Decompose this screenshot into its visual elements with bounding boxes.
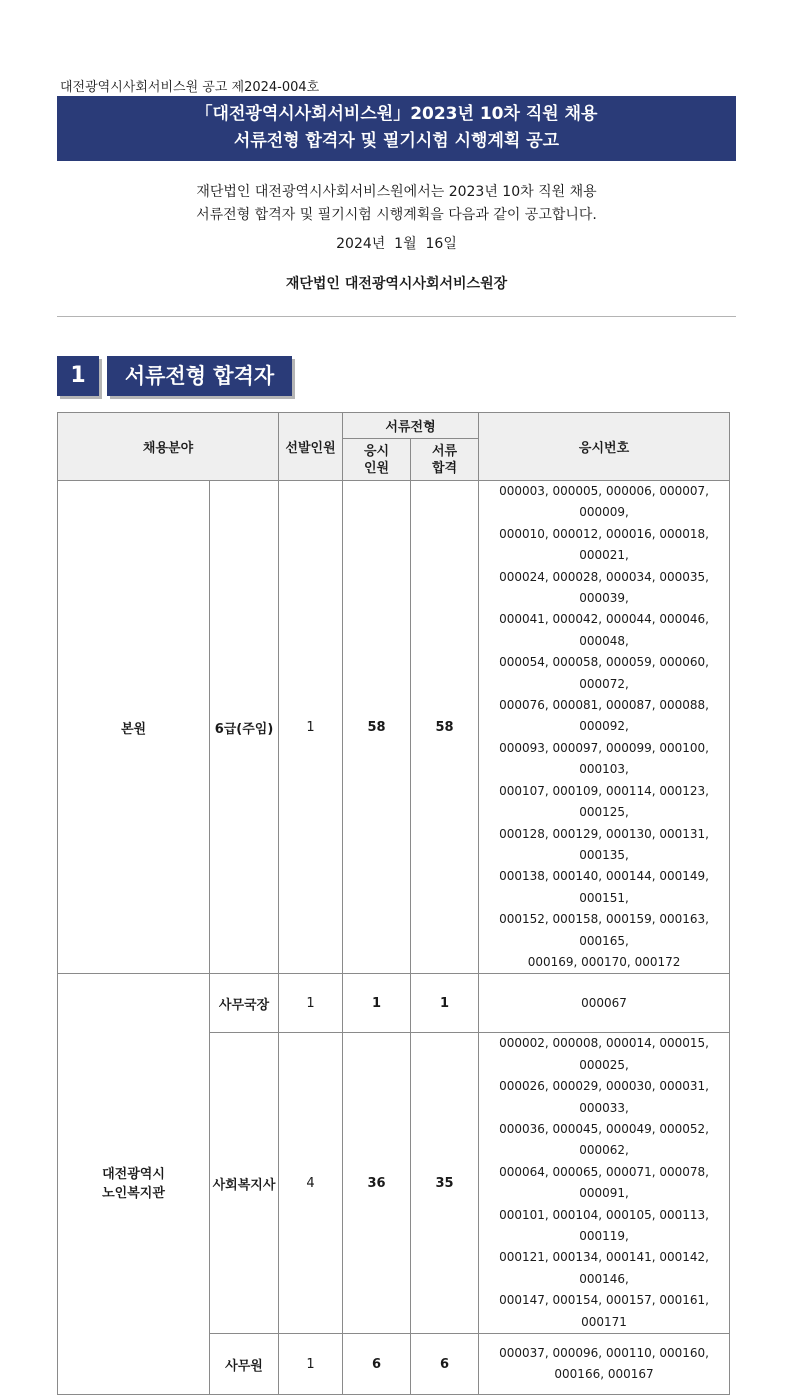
exam-numbers-line: 000093, 000097, 000099, 000100, 000103,	[499, 740, 709, 777]
exam-numbers-line: 000121, 000134, 000141, 000142, 000146,	[499, 1250, 709, 1286]
header-applicants-line-2: 인원	[363, 460, 390, 476]
title-line-2: 서류전형 합격자 및 필기시험 시행계획 공고	[233, 131, 560, 151]
exam-numbers	[479, 1033, 730, 1334]
section-title: 서류전형 합격자	[107, 356, 292, 396]
exam-numbers	[479, 481, 730, 974]
group-name	[58, 974, 210, 1395]
applicant-count: 6	[343, 1334, 411, 1395]
exam-numbers-line: 000024, 000028, 000034, 000035, 000039,	[499, 569, 709, 606]
header-exam-numbers: 응시번호	[479, 413, 730, 481]
exam-numbers-line: 000002, 000008, 000014, 000015, 000025,	[499, 1036, 709, 1072]
header-passed-line-2: 합격	[431, 460, 458, 476]
exam-numbers-line: 000067	[581, 995, 627, 1010]
signer: 재단법인 대전광역시사회서비스원장	[285, 276, 508, 292]
intro-line-1: 재단법인 대전광역시사회서비스원에서는 2023년 10차 직원 채용	[196, 184, 597, 200]
exam-numbers	[479, 974, 730, 1033]
exam-numbers-line: 000003, 000005, 000006, 000007, 000009,	[499, 484, 709, 520]
exam-numbers	[479, 1334, 730, 1395]
intro-line-2: 서류전형 합격자 및 필기시험 시행계획을 다음과 같이 공고합니다.	[196, 207, 597, 223]
selection-count: 1	[279, 1334, 343, 1395]
title-line-1: 「대전광역시사회서비스원」2023년 10차 직원 채용	[195, 104, 598, 124]
header-field: 채용분야	[58, 413, 279, 481]
exam-numbers-line: 000041, 000042, 000044, 000046, 000048,	[499, 612, 709, 648]
title-banner	[57, 96, 736, 161]
applicant-count: 1	[343, 974, 411, 1033]
exam-numbers-line: 000076, 000081, 000087, 000088, 000092,	[499, 698, 709, 734]
group-name-line-1: 대전광역시	[102, 1167, 165, 1183]
header-passed	[411, 439, 479, 481]
exam-numbers-line: 000147, 000154, 000157, 000161, 000171	[499, 1293, 709, 1329]
exam-numbers-line: 000010, 000012, 000016, 000018, 000021,	[499, 526, 709, 563]
passed-count: 35	[411, 1033, 479, 1334]
passed-count: 58	[411, 481, 479, 974]
intro-text	[0, 181, 793, 227]
selection-count: 1	[279, 481, 343, 974]
table-row	[58, 481, 730, 974]
exam-numbers-line: 000107, 000109, 000114, 000123, 000125,	[499, 783, 709, 820]
exam-numbers-line: 000054, 000058, 000059, 000060, 000072,	[499, 655, 709, 691]
notice-date: 2024년 1월 16일	[336, 236, 457, 252]
position: 사무국장	[210, 974, 279, 1033]
exam-numbers-line: 000037, 000096, 000110, 000160,	[499, 1345, 709, 1360]
passed-count: 6	[411, 1334, 479, 1395]
exam-numbers-line: 000064, 000065, 000071, 000078, 000091,	[499, 1164, 709, 1201]
exam-numbers-line: 000166, 000167	[554, 1367, 654, 1382]
header-applicants-line-1: 응시	[363, 443, 390, 459]
header-doc-screening: 서류전형	[343, 413, 479, 439]
section-number: 1	[57, 356, 99, 396]
exam-numbers-line: 000152, 000158, 000159, 000163, 000165,	[499, 912, 709, 948]
exam-numbers-line: 000101, 000104, 000105, 000113, 000119,	[499, 1207, 709, 1243]
divider	[57, 316, 736, 317]
group-name-line-2: 노인복지관	[102, 1186, 165, 1202]
header-applicants	[343, 439, 411, 481]
position: 6급(주임)	[210, 481, 279, 974]
applicant-count: 58	[343, 481, 411, 974]
position: 사무원	[210, 1334, 279, 1395]
exam-numbers-line: 000026, 000029, 000030, 000031, 000033,	[499, 1079, 709, 1115]
header-row-1	[58, 413, 730, 439]
applicant-count: 36	[343, 1033, 411, 1334]
exam-numbers-line: 000036, 000045, 000049, 000052, 000062,	[499, 1121, 709, 1158]
passed-count: 1	[411, 974, 479, 1033]
group-name: 본원	[58, 481, 210, 974]
results-table	[57, 412, 730, 1395]
selection-count: 1	[279, 974, 343, 1033]
header-selection: 선발인원	[279, 413, 343, 481]
selection-count: 4	[279, 1033, 343, 1334]
exam-numbers-line: 000138, 000140, 000144, 000149, 000151,	[499, 869, 709, 905]
exam-numbers-line: 000169, 000170, 000172	[527, 954, 681, 969]
position: 사회복지사	[210, 1033, 279, 1334]
notice-number: 대전광역시사회서비스원 공고 제2024-004호	[60, 80, 320, 95]
exam-numbers-line: 000128, 000129, 000130, 000131, 000135,	[499, 826, 709, 862]
table-row	[58, 974, 730, 1033]
header-passed-line-1: 서류	[431, 443, 458, 459]
